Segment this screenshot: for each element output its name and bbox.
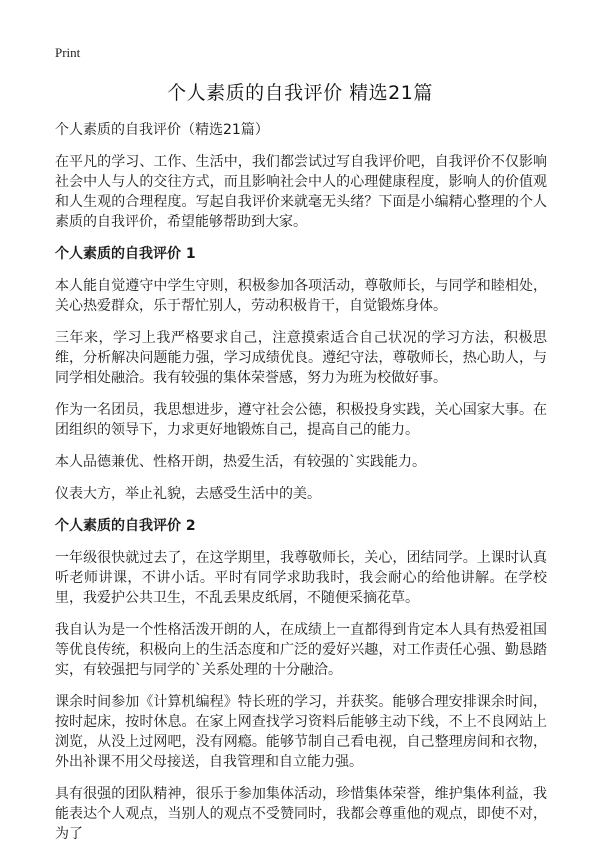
paragraph: 课余时间参加《计算机编程》特长班的学习，并获奖。能够合理安排课余时间，按时起床，按时休息。在家上网查找学习资料后能够主动下线，不上不良网站上浏览，从没上过网吧，没有网瘾。能够节制自己看电视，自己整理房间和衣物，外出补课不用父母接送，自我管理和自立能力强。 — [55, 694, 547, 770]
document-body — [55, 120, 547, 856]
section-heading: 个人素质的自我评价 1 — [55, 246, 196, 262]
section-1 — [55, 244, 547, 504]
paragraph: 我自认为是一个性格活泼开朗的人，在成绩上一直都得到肯定本人具有热爱祖国等优良传统，积极向上的生活态度和广泛的爱好兴趣，对工作责任心强、勤恳踏实，有较强把与同学的`关系处理的十分融洽。 — [55, 622, 547, 678]
page-title: 个人素质的自我评价 精选21篇 — [167, 82, 433, 104]
section-heading: 个人素质的自我评价 2 — [55, 518, 196, 534]
paragraph: 三年来，学习上我严格要求自己，注意摸索适合自己状况的学习方法，积极思维，分析解决问题能力强，学习成绩优良。遵纪守法，尊敬师长，热心助人，与同学相处融洽。我有较强的集体荣誉感，努力为班为校做好事。 — [55, 330, 547, 386]
print-label: Print — [55, 45, 81, 60]
paragraph: 仪表大方，举止礼貌，去感受生活中的美。 — [55, 486, 321, 502]
section-2 — [55, 516, 547, 844]
paragraph: 具有很强的团队精神，很乐于参加集体活动，珍惜集体荣誉，维护集体利益，我能表达个人观点，当别人的观点不受赞同时，我都会尊重他的观点，即使不对，为了 — [55, 786, 547, 842]
paragraph: 作为一名团员，我思想进步，遵守社会公德，积极投身实践，关心国家大事。在团组织的领导下，力求更好地锻炼自己，提高自己的能力。 — [55, 402, 547, 438]
document-subtitle: 个人素质的自我评价（精选21篇） — [55, 122, 269, 138]
paragraph: 一年级很快就过去了，在这学期里，我尊敬师长，关心，团结同学。上课时认真听老师讲课，不讲小话。平时有同学求助我时，我会耐心的给他讲解。在学校里，我爱护公共卫生，不乱丢果皮纸屑，不随便采摘花草。 — [55, 550, 547, 606]
intro-paragraph: 在平凡的学习、工作、生活中，我们都尝试过写自我评价吧，自我评价不仅影响社会中人与人的交往方式，而且影响社会中人的心理健康程度，影响人的价值观和人生观的合理程度。写起自我评价来就毫无头绪？下面是小编精心整理的个人素质的自我评价，希望能够帮助到大家。 — [55, 154, 547, 230]
paragraph: 本人品德兼优、性格开朗，热爱生活，有较强的`实践能力。 — [55, 454, 426, 470]
paragraph: 本人能自觉遵守中学生守则，积极参加各项活动，尊敬师长，与同学和睦相处，关心热爱群众，乐于帮忙别人，劳动积极肯干，自觉锻炼身体。 — [55, 278, 547, 314]
